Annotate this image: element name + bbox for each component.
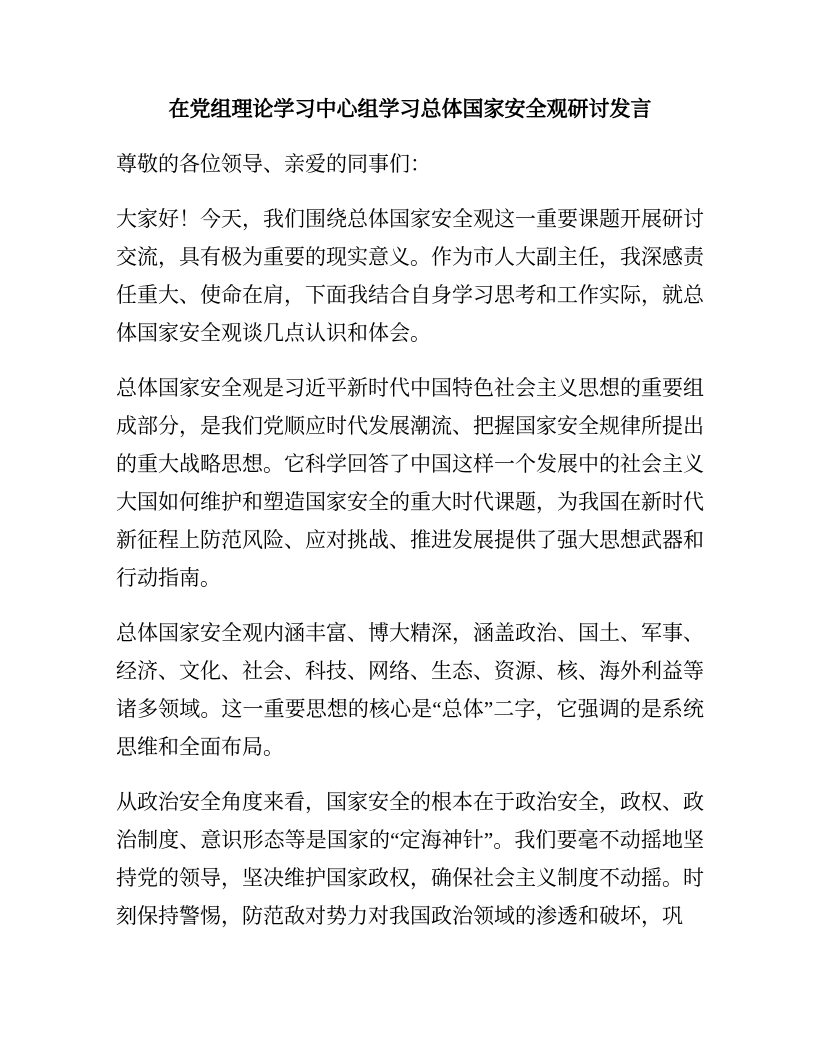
- paragraph: 总体国家安全观内涵丰富、博大精深，涵盖政治、国土、军事、经济、文化、社会、科技、网络、生态、资源、核、海外利益等诸多领域。这一重要思想的核心是“总体”二字，它强调的是系统思维和全面布局。: [116, 621, 704, 759]
- paragraph: 从政治安全角度来看，国家安全的根本在于政治安全，政权、政治制度、意识形态等是国家的“定海神针”。我们要毫不动摇地坚持党的领导，坚决维护国家政权，确保社会主义制度不动摇。时刻保持警惕，防范敌对势力对我国政治领域的渗透和破坏，巩: [116, 790, 704, 928]
- paragraph: 大家好！今天，我们围绕总体国家安全观这一重要课题开展研讨交流，具有极为重要的现实意义。作为市人大副主任，我深感责任重大、使命在肩，下面我结合自身学习思考和工作实际，就总体国家安全观谈几点认识和体会。: [116, 207, 704, 345]
- salutation-paragraph: 尊敬的各位领导、亲爱的同事们：: [116, 152, 431, 176]
- paragraph: 总体国家安全观是习近平新时代中国特色社会主义思想的重要组成部分，是我们党顺应时代发展潮流、把握国家安全规律所提出的重大战略思想。它科学回答了中国这样一个发展中的社会主义大国如何维护和塑造国家安全的重大时代课题，为我国在新时代新征程上防范风险、应对挑战、推进发展提供了强大思想武器和行动指南。: [116, 376, 704, 590]
- document-title: 在党组理论学习中心组学习总体国家安全观研讨发言: [168, 97, 652, 121]
- document-content: [116, 90, 704, 952]
